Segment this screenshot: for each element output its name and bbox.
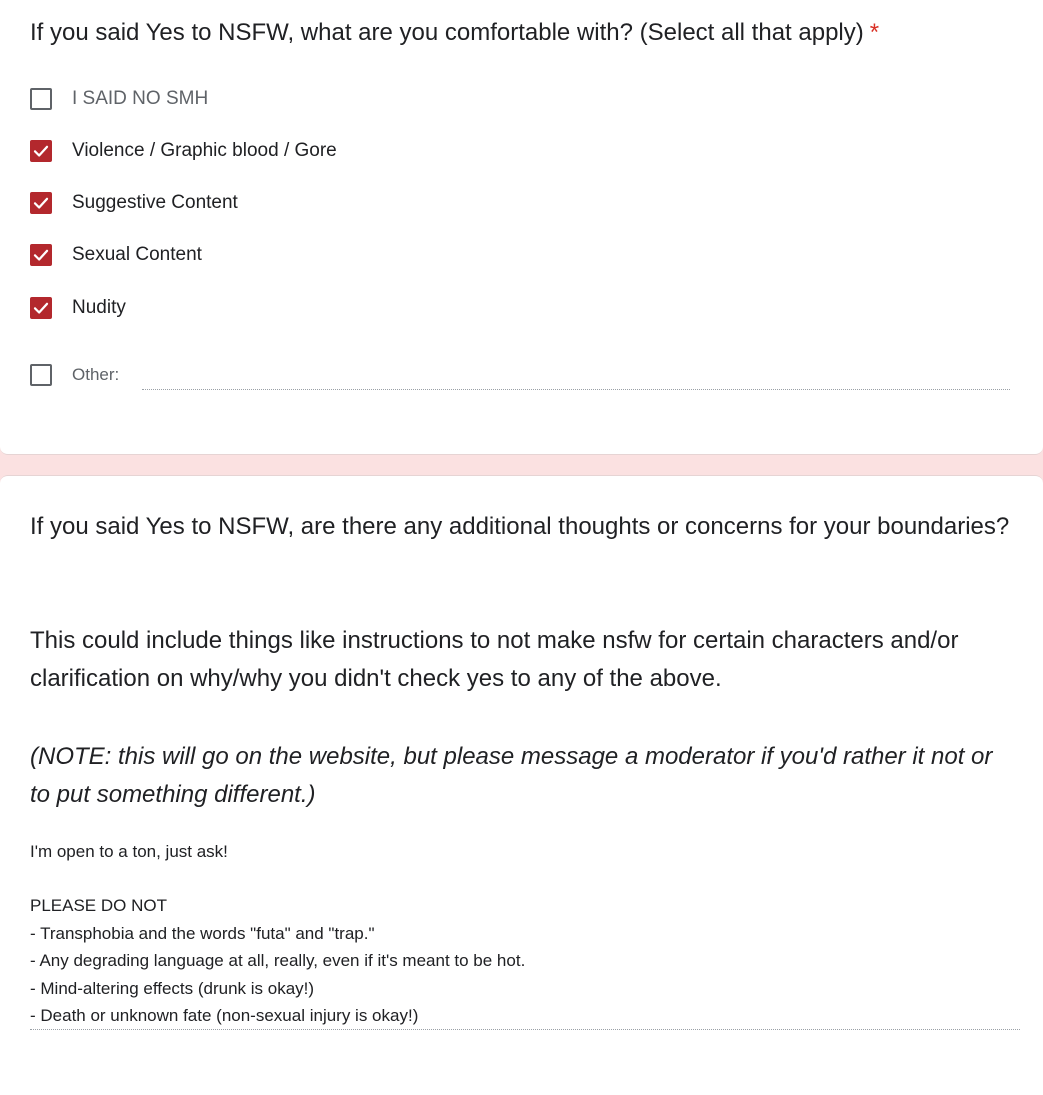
- check-icon: [32, 246, 50, 264]
- answer-line: I'm open to a ton, just ask!: [30, 842, 228, 861]
- checkbox-unchecked[interactable]: [30, 364, 52, 386]
- check-icon: [32, 142, 50, 160]
- checkbox-label: Sexual Content: [72, 244, 202, 265]
- answer-underline: [30, 1029, 1020, 1030]
- answer-line: - Any degrading language at all, really, even if it's meant to be hot.: [30, 951, 526, 970]
- question-note: (NOTE: this will go on the website, but please message a moderator if you'd rather it not or to put something different.): [30, 743, 993, 808]
- other-text-input[interactable]: [142, 389, 1010, 390]
- checkbox-option-i-said-no[interactable]: [30, 86, 208, 112]
- check-icon: [32, 299, 50, 317]
- checkbox-option-violence[interactable]: [30, 138, 337, 164]
- other-label: Other:: [72, 365, 120, 384]
- checkbox-checked[interactable]: [30, 192, 52, 214]
- required-asterisk: *: [869, 19, 880, 46]
- checkbox-checked[interactable]: [30, 244, 52, 266]
- answer-line: - Mind-altering effects (drunk is okay!): [30, 978, 315, 998]
- question-card-nsfw-boundaries: [0, 475, 1043, 1095]
- question-card-nsfw-comfort: [0, 0, 1043, 455]
- answer-line: PLEASE DO NOT: [30, 896, 167, 915]
- checkbox-label: I SAID NO SMH: [72, 88, 209, 109]
- question-text-paragraph-2: This could include things like instructions to not make nsfw for certain characters and/or clarification on why/why you didn't check yes to any of the above.: [30, 627, 959, 692]
- question-text-paragraph-1: If you said Yes to NSFW, are there any additional thoughts or concerns for your boundaries?: [30, 513, 1010, 540]
- checkbox-option-sexual[interactable]: [30, 242, 202, 268]
- checkbox-label: Suggestive Content: [72, 192, 238, 213]
- checkbox-label: Violence / Graphic blood / Gore: [72, 140, 337, 161]
- checkbox-checked[interactable]: [30, 297, 52, 319]
- checkbox-option-nudity[interactable]: [30, 295, 126, 321]
- checkbox-option-other[interactable]: [30, 362, 119, 388]
- checkbox-label: Nudity: [72, 297, 126, 318]
- answer-line: - Transphobia and the words "futa" and "trap.": [30, 923, 375, 943]
- question-title-text: If you said Yes to NSFW, what are you comfortable with? (Select all that apply): [30, 19, 864, 46]
- answer-line: - Death or unknown fate (non-sexual injury is okay!): [30, 1006, 419, 1025]
- checkbox-unchecked[interactable]: [30, 88, 52, 110]
- checkbox-checked[interactable]: [30, 140, 52, 162]
- check-icon: [32, 194, 50, 212]
- checkbox-option-suggestive[interactable]: [30, 190, 238, 216]
- question-title: [30, 18, 879, 48]
